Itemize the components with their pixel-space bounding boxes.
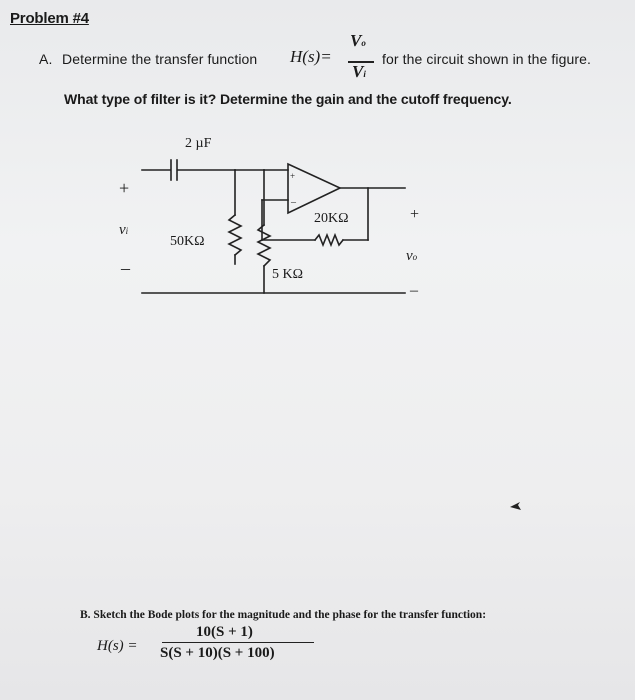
bode-transfer-lhs: H(s) = <box>97 638 138 654</box>
vo-subscript: o <box>361 38 366 48</box>
transfer-function-symbol: H(s)= <box>290 47 332 66</box>
vout-plus-sign: + <box>410 206 420 223</box>
r1-resistor <box>229 215 241 255</box>
bode-denominator: S(S + 10)(S + 100) <box>160 645 275 661</box>
part-a-label: A. <box>39 51 53 67</box>
vi-subscript: i <box>363 69 366 79</box>
part-a-question-lead: Determine the transfer function <box>62 51 258 67</box>
mouse-cursor-icon <box>510 501 522 513</box>
vin-label <box>119 222 128 239</box>
capacitor-label: 2 µF <box>185 136 212 151</box>
vin-plus-sign: + <box>119 178 130 198</box>
bode-fraction-bar <box>162 642 314 643</box>
part-a-question-line2: What type of filter is it? Determine the gain and the cutoff frequency. <box>64 91 512 107</box>
vout-minus-sign: – <box>410 282 418 299</box>
vi-symbol: V <box>352 62 364 81</box>
r2-resistor <box>258 225 270 266</box>
part-b-question: B. Sketch the Bode plots for the magnitude and the phase for the transfer function: <box>80 609 487 621</box>
problem-title: Problem #4 <box>10 10 89 27</box>
r1-label: 50KΩ <box>170 234 205 249</box>
r3-resistor <box>315 235 343 245</box>
bode-numerator: 10(S + 1) <box>196 624 253 640</box>
vin-minus-sign: – <box>121 258 130 278</box>
r3-label: 20KΩ <box>314 211 349 226</box>
vin-subscript: i <box>125 226 129 236</box>
r2-label: 5 KΩ <box>272 267 304 282</box>
vout-symbol: v <box>406 248 413 264</box>
vo-symbol: V <box>350 31 362 50</box>
opamp-plus-label: + <box>290 171 296 181</box>
vout-subscript: o <box>412 252 418 262</box>
part-a-question-tail: for the circuit shown in the figure. <box>382 51 592 67</box>
opamp-minus-label: – <box>291 197 296 208</box>
vin-symbol: v <box>119 222 126 238</box>
vout-label <box>406 248 417 265</box>
